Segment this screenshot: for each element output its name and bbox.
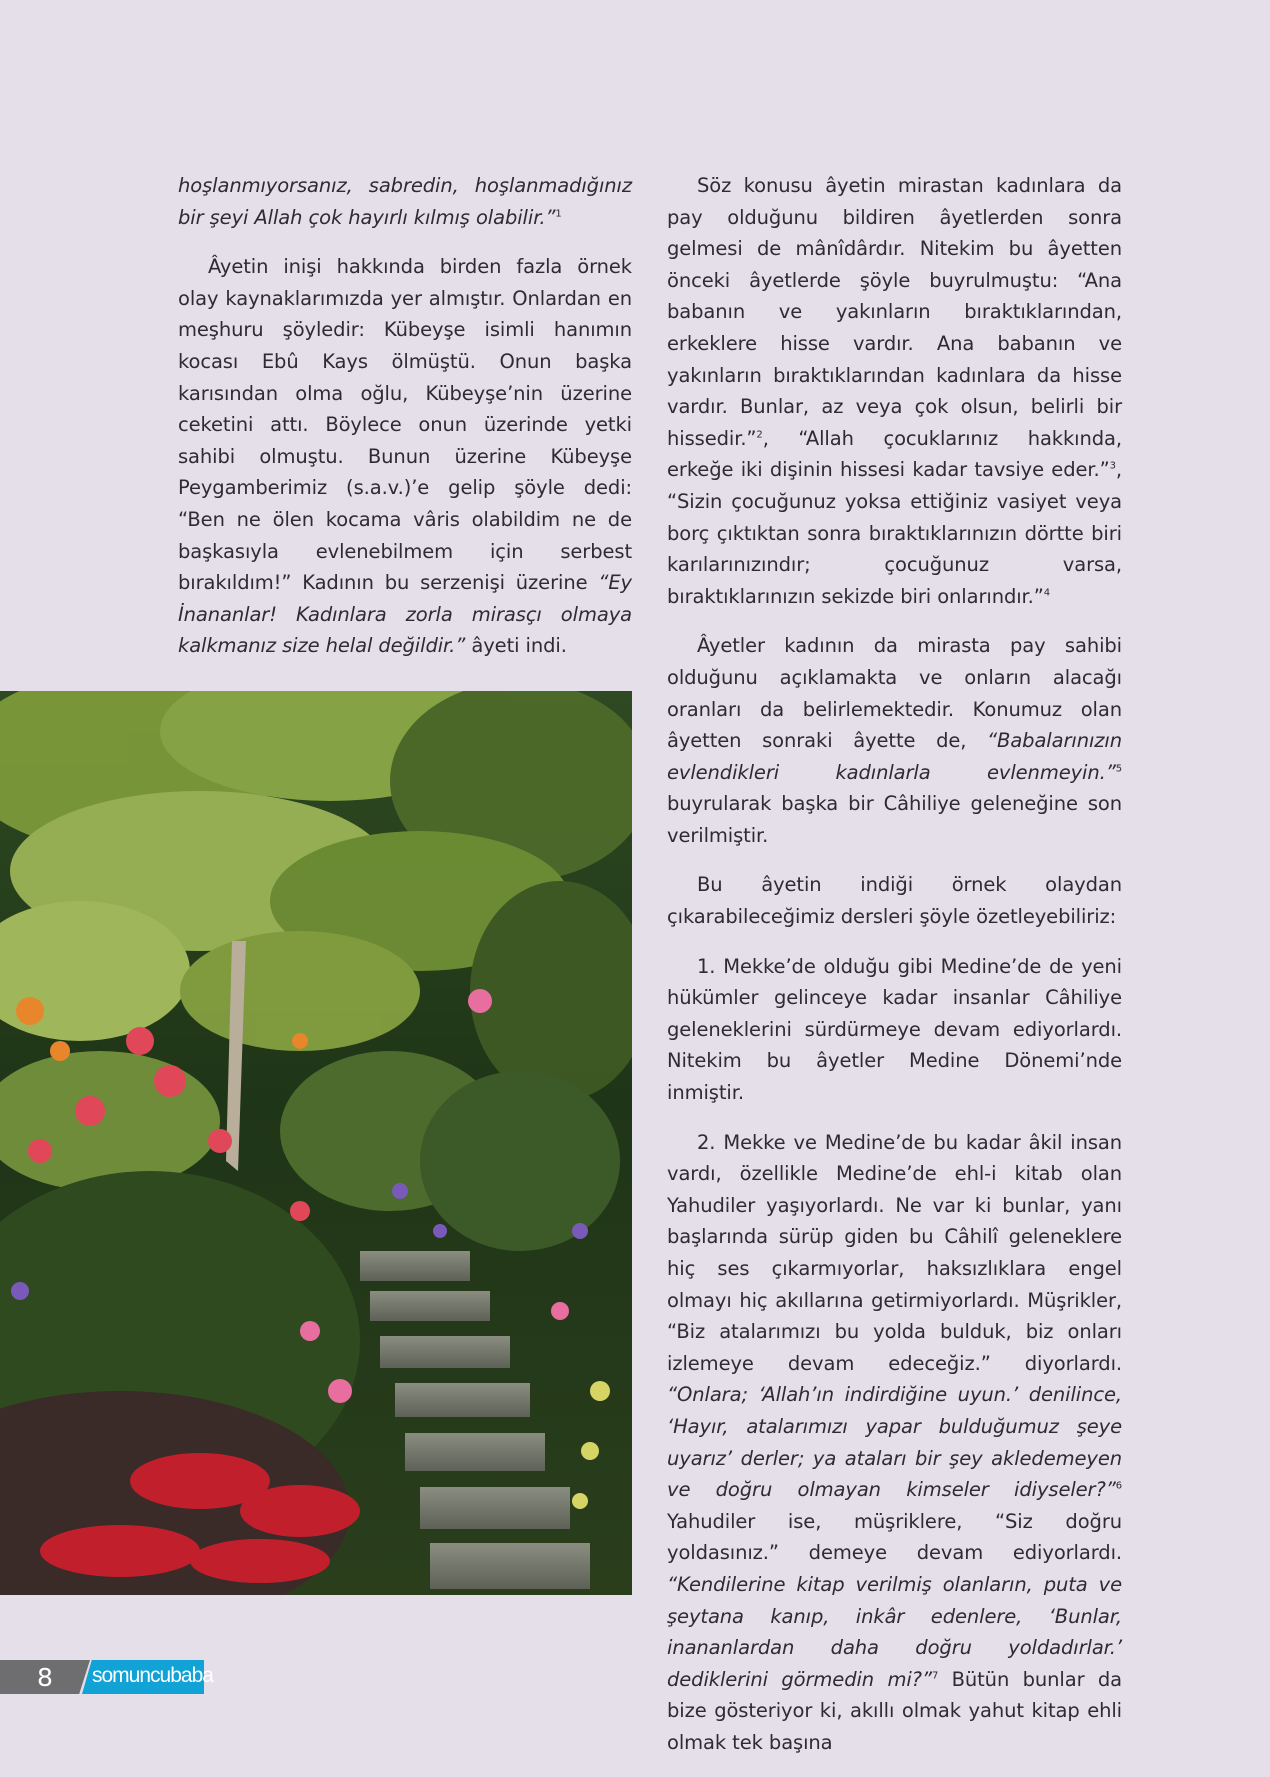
lesson-2-text: 2. Mekke ve Medine’de bu kadar âkil insan vardı, özellikle Medine’de ehl-i kitab olan Yahudiler yaşıyorlardı. Ne var ki bunlar, yanı başlarında sürüp giden bu Câhilî geleneklere hiç ses çıkarmıyorlar, haksızlıklara engel olmayı hiç akıllarına getirmiyorlardı. Müşrikler, “Biz atalarımızı bu yolda bulduk, biz onları izlemeye devam edeceğiz.” diyorlardı.	[667, 1130, 1122, 1375]
right-paragraph-3: Bu âyetin indiği örnek olaydan çıkarabileceğimiz dersleri şöyle özetleyebiliriz:	[667, 873, 1122, 929]
footnote-ref-1: 1	[555, 208, 562, 220]
verse-quote-fathers: “Babalarınızın evlendikleri kadınlarla evlenmeyin.”	[667, 729, 1122, 784]
right-column	[667, 170, 1122, 1777]
footnote-ref-2: 2	[756, 429, 763, 441]
verses-text: Âyetler kadının da mirasta pay sahibi olduğunu açıklamakta ve onların alacağı oranları da belirlemektedir. Konumuz olan âyetten sonraki âyette de,	[667, 634, 1122, 753]
footnote-ref-6: 6	[1115, 1480, 1122, 1492]
lesson-2-text-2: Yahudiler ise, müşriklere, “Siz doğru yoldasınız.” demeye devam ediyorlardı.	[667, 1509, 1122, 1565]
left-paragraph-1	[178, 170, 632, 233]
footnote-ref-7: 7	[931, 1670, 939, 1682]
left-paragraph-2	[178, 251, 632, 662]
inheritance-text-2: , “Allah çocuklarınız hakkında, erkeğe iki dişinin hissesi kadar tavsiye eder.”	[667, 426, 1122, 482]
left-column	[178, 170, 632, 680]
story-text: Âyetin inişi hakkında birden fazla örnek olay kaynaklarımızda yer almıştır. Onlardan en meşhuru şöyledir: Kübeyşe isimli hanımın kocası Ebû Kays ölmüştü. Onun başka karısından olma oğlu, Kübeyşe’nin üzerine ceketini attı. Böylece onun üzerinde yetki sahibi olmuştu. Bunun üzerine Kübeyşe Peygamberimiz (s.a.v.)’e gelip şöyle dedi: “Ben ne ölen kocama vâris olabildim ne de başkasıyla evlenebilmem için serbest bırakıldım!” Kadının bu serzenişi üzerine	[178, 255, 632, 595]
page-footer	[0, 1660, 213, 1694]
brand-logo: somuncubaba	[92, 1664, 213, 1687]
footnote-ref-4: 4	[1043, 587, 1051, 599]
right-paragraph-2	[667, 630, 1122, 851]
story-ending: âyeti indi.	[465, 634, 567, 658]
footnote-ref-5: 5	[1115, 763, 1122, 775]
footnote-ref-3: 3	[1109, 460, 1116, 472]
lesson-2-text-3: Bütün bunlar da bize gösteriyor ki, akıllı olmak yahut kitap ehli olmak tek başına	[667, 1667, 1123, 1754]
page-number: 8	[37, 1663, 53, 1692]
verses-text-end: buyrularak başka bir Câhiliye geleneğine son verilmiştir.	[667, 792, 1122, 847]
verse-quote-book: “Kendilerine kitap verilmiş olanların, puta ve şeytana kanıp, inkâr edenlere, ‘Bunlar, inananlardan daha doğru yoldadırlar.’ dediklerini görmedin mi?”	[667, 1572, 1122, 1691]
lesson-2	[667, 1127, 1122, 1759]
right-paragraph-1	[667, 170, 1122, 612]
quote-continuation: hoşlanmıyorsanız, sabredin, hoşlanmadığınız bir şeyi Allah çok hayırlı kılmış olabilir.”	[178, 174, 632, 229]
verse-quote-ancestors: “Onlara; ‘Allah’ın indirdiğine uyun.’ denilince, ‘Hayır, atalarımızı yapar bulduğumuz şeye uyarız’ derler; ya ataları bir şey akledemeyen ve doğru olmayan kimseler idiyseler?”	[667, 1383, 1122, 1502]
inheritance-text: Söz konusu âyetin mirastan kadınlara da pay olduğunu bildiren âyetlerden sonra gelmesi de mânîdârdır. Nitekim bu âyetten önceki âyetlerde şöyle buyrulmuştu: “Ana babanın ve yakınların bıraktıklarından, erkeklere hisse vardır. Ana babanın ve yakınların bıraktıklarından kadınlara da hisse vardır. Bunlar, az veya çok olsun, belirli bir hissedir.”	[667, 174, 1122, 450]
garden-photo	[0, 691, 632, 1595]
inheritance-text-3: , “Sizin çocuğunuz yoksa ettiğiniz vasiyet veya borç çıktıktan sonra bıraktıklarınızın dörtte biri karılarınızındır; çocuğunuz varsa, bıraktıklarınızın sekizde biri onlarındır.”	[667, 458, 1122, 608]
verse-quote: “Ey İnananlar! Kadınlara zorla mirasçı olmaya kalkmanız size helal değildir.”	[178, 571, 632, 658]
lesson-1: 1. Mekke’de olduğu gibi Medine’de de yeni hükümler gelinceye kadar insanlar Câhiliye geleneklerini sürdürmeye devam ediyorlardı. Nitekim bu âyetler Medine Dönemi’nde inmiştir.	[667, 954, 1122, 1105]
